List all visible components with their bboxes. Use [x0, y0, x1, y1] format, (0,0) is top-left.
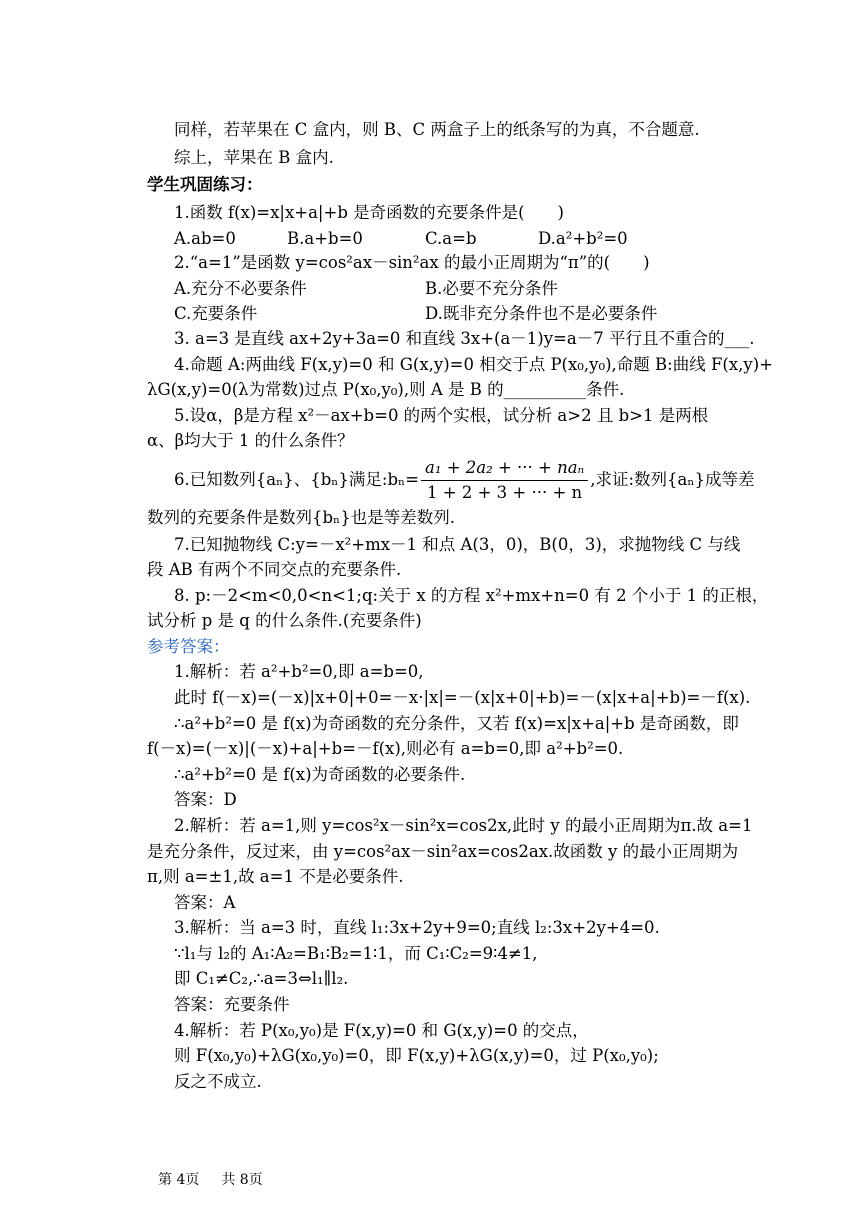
- option-a: A.ab=0: [174, 229, 236, 248]
- question-2: 2.“a=1”是函数 y=cos²ax－sin²ax 的最小正周期为“π”的( ): [174, 253, 650, 272]
- option-b: B.必要不充分条件: [425, 279, 558, 298]
- question-6-cont: 数列的充要条件是数列{bₙ}也是等差数列.: [147, 508, 455, 527]
- answer-2-line: 是充分条件，反过来，由 y=cos²ax－sin²ax=cos2ax.故函数 y 的最小正周期为: [147, 842, 739, 861]
- page-number: 第 4页: [158, 1172, 200, 1188]
- answer-1-line: ∴a²+b²=0 是 f(x)为奇函数的充分条件，又若 f(x)=x|x+a|+b 是奇函数，即: [174, 714, 739, 733]
- answer-4: 4.解析：若 P(x₀,y₀)是 F(x,y)=0 和 G(x,y)=0 的交点，: [174, 1021, 589, 1040]
- question-5: 5.设α，β是方程 x²－ax+b=0 的两个实根，试分析 a>2 且 b>1 是两根: [174, 406, 709, 425]
- question-4-cont: λG(x,y)=0(λ为常数)过点 P(x₀,y₀),则 A 是 B 的__________条件.: [147, 380, 625, 399]
- text-line: 同样，若苹果在 C 盒内，则 B、C 两盒子上的纸条写的为真，不合题意.: [174, 120, 700, 139]
- answer-3: 3.解析：当 a=3 时，直线 l₁:3x+2y+9=0;直线 l₂:3x+2y+4=0.: [174, 918, 660, 937]
- fraction: [421, 458, 588, 503]
- question-6-tail: ,求证:数列{aₙ}成等差: [590, 470, 755, 489]
- option-b: B.a+b=0: [287, 229, 363, 248]
- answer-1-line: ∴a²+b²=0 是 f(x)为奇函数的必要条件.: [174, 765, 466, 784]
- question-1: 1.函数 f(x)=x|x+a|+b 是奇函数的充要条件是( ): [174, 203, 564, 222]
- answer-3-line: 即 C₁≠C₂,∴a=3⇔l₁∥l₂.: [174, 969, 349, 988]
- question-8-cont: 试分析 p 是 q 的什么条件.(充要条件): [147, 611, 422, 630]
- answer-4-line: 反之不成立.: [174, 1072, 262, 1091]
- answer-1-line: f(－x)=(－x)|(－x)+a|+b=－f(x),则必有 a=b=0,即 a²+b²=0.: [147, 739, 624, 758]
- answer-1: 1.解析：若 a²+b²=0,即 a=b=0,: [174, 662, 424, 681]
- answer-2: 2.解析：若 a=1,则 y=cos²x－sin²x=cos2x,此时 y 的最小正周期为π.故 a=1: [174, 816, 753, 835]
- question-6: [174, 458, 755, 503]
- option-a: A.充分不必要条件: [174, 279, 307, 298]
- text-line: 综上，苹果在 B 盒内.: [174, 148, 334, 167]
- answer-3-result: 答案：充要条件: [174, 995, 290, 1014]
- answer-2-line: π,则 a=±1,故 a=1 不是必要条件.: [147, 867, 404, 886]
- answer-4-line: 则 F(x₀,y₀)+λG(x₀,y₀)=0，即 F(x,y)+λG(x,y)=0，过 P(x₀,y₀);: [174, 1046, 659, 1065]
- option-c: C.充要条件: [174, 304, 258, 323]
- fraction-denominator: 1 + 2 + 3 + ··· + n: [427, 483, 583, 502]
- option-c: C.a=b: [425, 229, 477, 248]
- option-d: D.既非充分条件也不是必要条件: [425, 304, 658, 323]
- question-3: 3. a=3 是直线 ax+2y+3a=0 和直线 3x+(a－1)y=a－7 平行且不重合的___.: [174, 329, 755, 348]
- question-6-lead: 6.已知数列{aₙ}、{bₙ}满足:bₙ=: [174, 470, 419, 489]
- question-4: 4.命题 A:两曲线 F(x,y)=0 和 G(x,y)=0 相交于点 P(x₀,y₀),命题 B:曲线 F(x,y)+: [174, 355, 773, 374]
- question-7: 7.已知抛物线 C:y=－x²+mx－1 和点 A(3，0)，B(0，3)，求抛物线 C 与线: [174, 535, 741, 554]
- question-5-cont: α、β均大于 1 的什么条件？: [147, 431, 354, 450]
- page-total: 共 8页: [221, 1172, 263, 1188]
- page-footer: [158, 1169, 263, 1189]
- answer-1-result: 答案：D: [174, 790, 237, 809]
- answers-heading: 参考答案：: [147, 637, 230, 656]
- question-7-cont: 段 AB 有两个不同交点的充要条件.: [147, 560, 402, 579]
- answer-1-line: 此时 f(－x)=(－x)|x+0|+0=－x·|x|=－(x|x+0|+b)=－(x|x+a|+b)=－f(x).: [174, 688, 751, 707]
- fraction-numerator: a₁ + 2a₂ + ··· + naₙ: [421, 458, 588, 481]
- answer-3-line: ∵l₁与 l₂的 A₁∶A₂=B₁∶B₂=1∶1，而 C₁∶C₂=9∶4≠1,: [174, 944, 538, 963]
- option-d: D.a²+b²=0: [538, 229, 628, 248]
- section-heading: 学生巩固练习：: [147, 175, 263, 194]
- answer-2-result: 答案：A: [174, 893, 236, 912]
- question-8: 8. p:－2<m<0,0<n<1;q:关于 x 的方程 x²+mx+n=0 有 2 个小于 1 的正根，: [174, 586, 769, 605]
